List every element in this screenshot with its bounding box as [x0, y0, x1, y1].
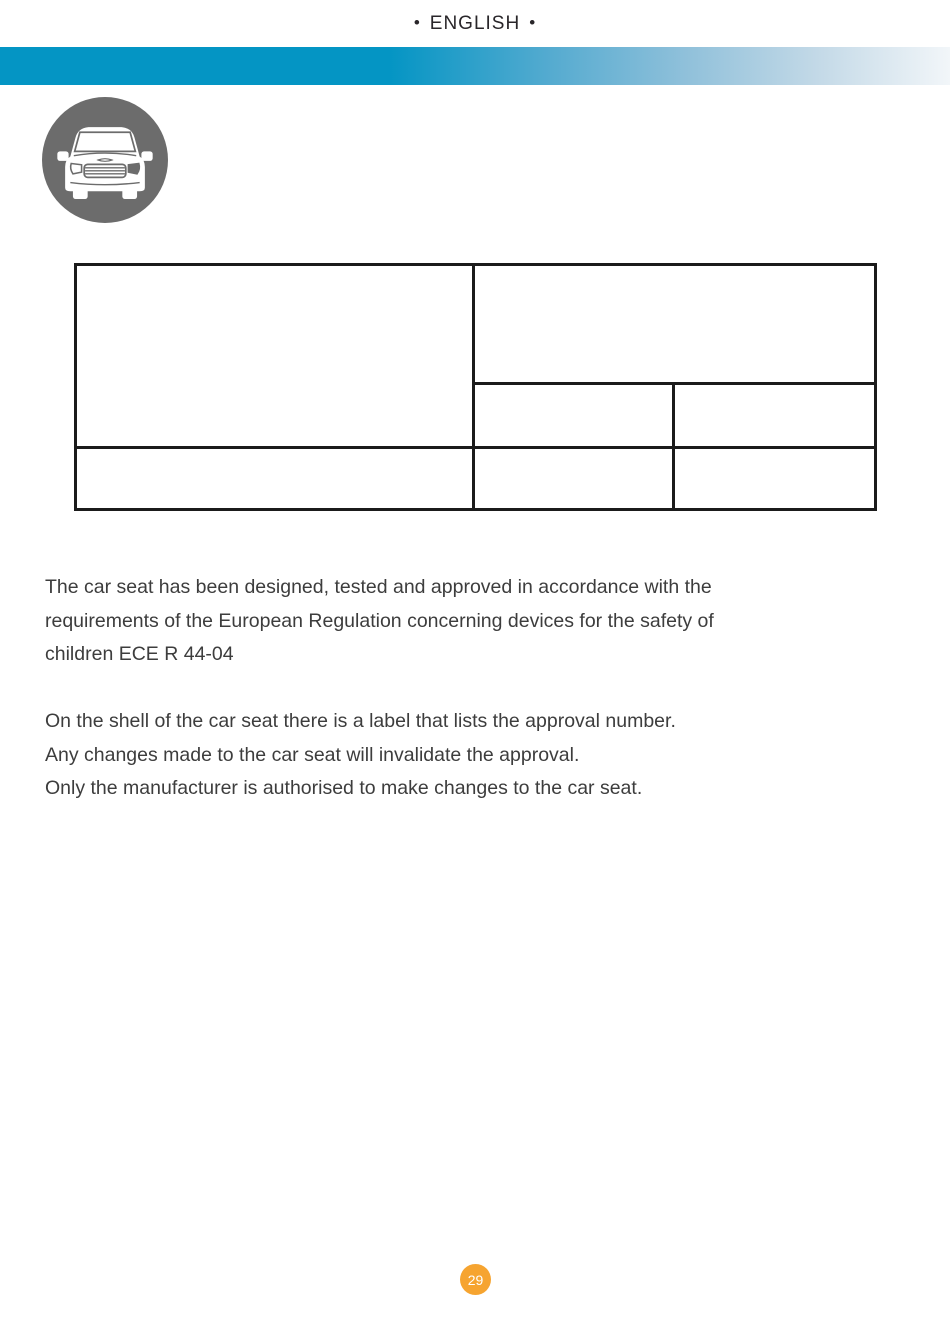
car-section-badge: [42, 97, 168, 223]
car-front-icon: [53, 114, 157, 206]
table-cell-bottom-left: [77, 446, 475, 508]
paragraph-label-info: [45, 705, 895, 806]
paragraph-line: Any changes made to the car seat will invalidate the approval.: [45, 743, 580, 766]
header-bullet-right: •: [529, 13, 537, 32]
table-cell-right-top: [475, 266, 874, 385]
paragraph-approval-info: [45, 571, 895, 672]
page-number: 29: [467, 1271, 484, 1288]
approval-table: [74, 263, 877, 511]
paragraph-line: The car seat has been designed, tested and approved in accordance with the: [45, 576, 712, 598]
table-cell-bottom-right: [675, 446, 874, 508]
paragraph-line: On the shell of the car seat there is a label that lists the approval number.: [45, 710, 676, 732]
language-header: [0, 13, 950, 35]
paragraph-line: requirements of the European Regulation concerning devices for the safety of: [45, 609, 714, 632]
table-cell-right-mid-right: [675, 385, 874, 446]
table-cell-left-main: [77, 266, 475, 446]
table-cell-bottom-mid: [475, 446, 675, 508]
paragraph-line: Only the manufacturer is authorised to make changes to the car seat.: [45, 777, 643, 799]
gradient-divider-bar: [0, 47, 950, 85]
page-number-badge: [460, 1264, 491, 1295]
paragraph-line: children ECE R 44-04: [45, 643, 234, 665]
header-bullet-left: •: [413, 13, 421, 32]
language-label: ENGLISH: [429, 13, 521, 34]
table-cell-right-mid-left: [475, 385, 675, 446]
